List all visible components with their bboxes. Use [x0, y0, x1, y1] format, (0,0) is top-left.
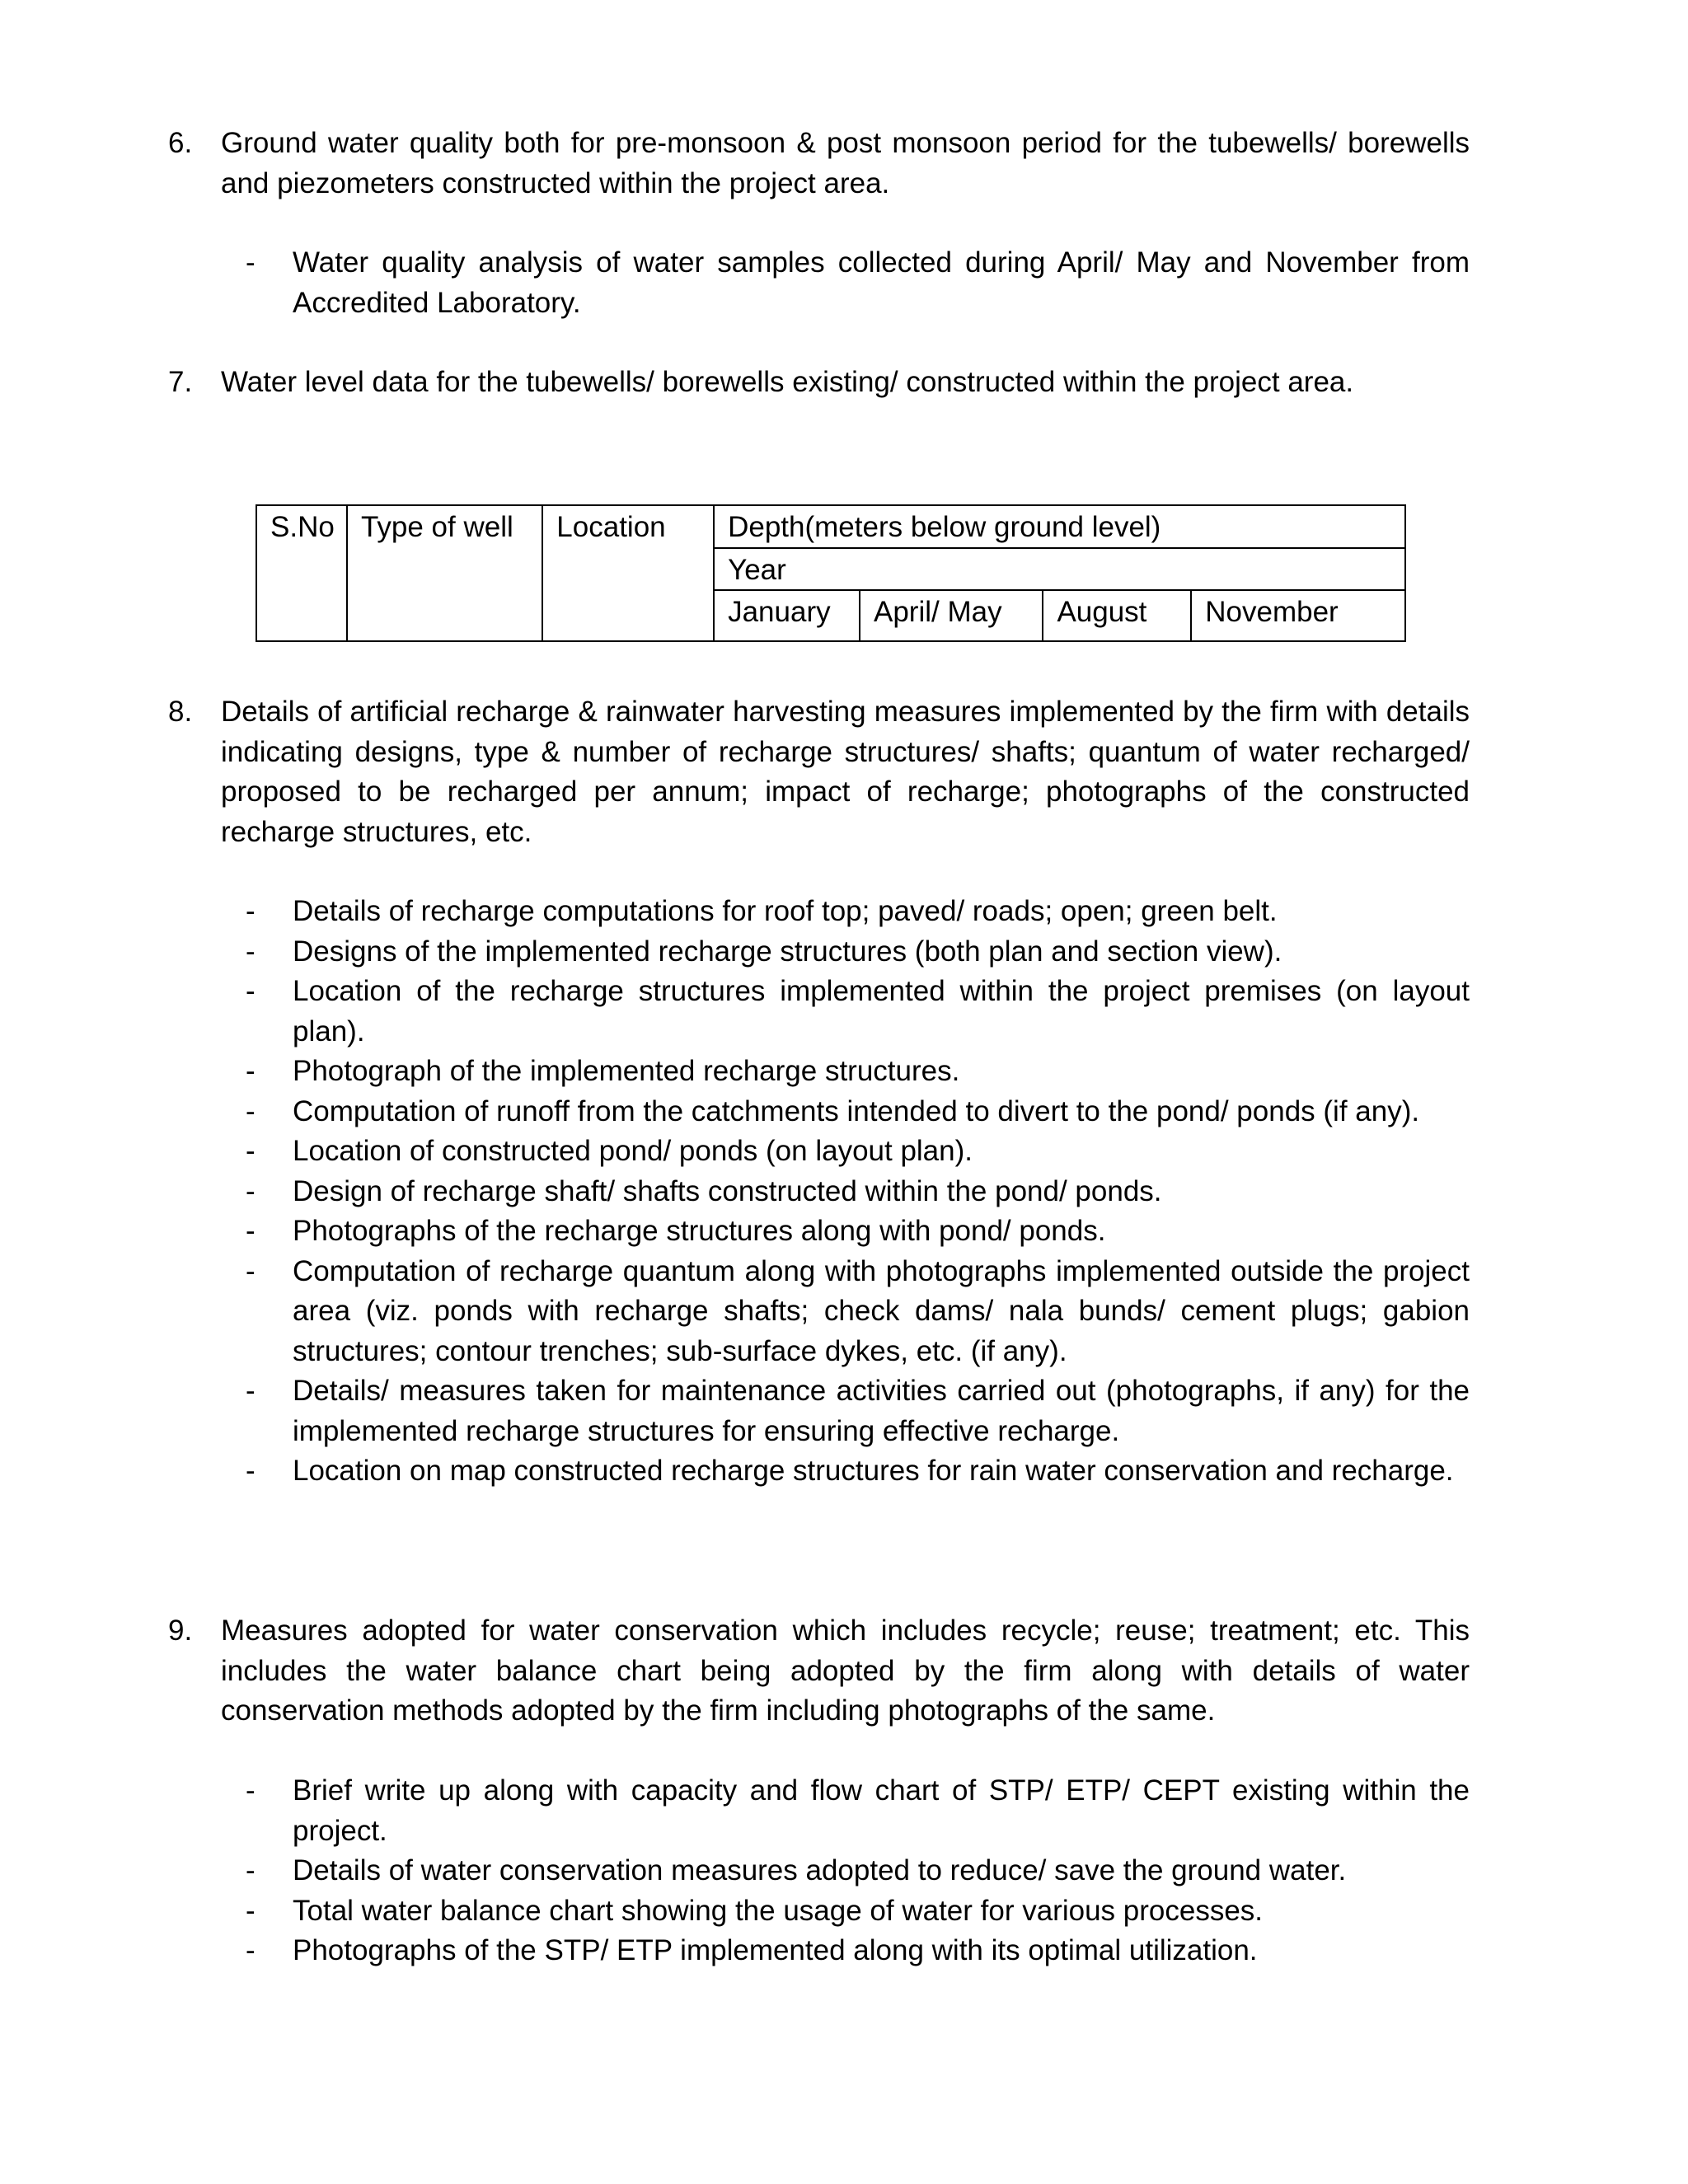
- bullet-item: - Photograph of the implemented recharge structures.: [246, 1055, 960, 1087]
- bullet-item: - Details of recharge computations for roof top; paved/ roads; open; green belt.: [246, 895, 1278, 927]
- bullet-item: - Brief write up along with capacity and flow chart of STP/ ETP/ CEPT existing within the project.: [246, 1774, 1470, 1847]
- bullet-item: - Total water balance chart showing the usage of water for various processes.: [246, 1894, 1264, 1927]
- item-text: Ground water quality both for pre-monsoon & post monsoon period for the tubewells/ borewells and piezometers constructed within the project area.: [221, 127, 1470, 199]
- item-number: 9.: [168, 1615, 193, 1647]
- header-year: Year: [714, 548, 1405, 590]
- bullet-item: - Location of the recharge structures implemented within the project premises (on layout plan).: [246, 975, 1470, 1047]
- header-sno: S.No: [256, 505, 347, 641]
- item-text: Measures adopted for water conservation which includes recycle; reuse; treatment; etc. This includes the water balance chart being adopted by the firm along with details of water conservation methods adopted by the firm including photographs of the same.: [221, 1615, 1470, 1727]
- water-level-table: [256, 504, 1406, 642]
- list-item-9: [168, 1611, 1470, 1732]
- header-month-january: January: [714, 590, 860, 641]
- bullet-list-8: [246, 892, 1470, 1492]
- list-item-6: [168, 124, 1470, 204]
- bullet-item: - Designs of the implemented recharge structures (both plan and section view).: [246, 935, 1282, 968]
- bullet-list-9: [246, 1771, 1470, 1971]
- list-item-7: [168, 363, 1470, 403]
- bullet-item: - Water quality analysis of water samples collected during April/ May and November from Accredited Laboratory.: [246, 246, 1470, 319]
- header-depth: Depth(meters below ground level): [714, 505, 1405, 548]
- bullet-item: - Location on map constructed recharge structures for rain water conservation and recharge.: [246, 1455, 1454, 1487]
- item-number: 8.: [168, 696, 193, 728]
- list-item-8: [168, 692, 1470, 852]
- bullet-item: - Computation of recharge quantum along with photographs implemented outside the project area (viz. ponds with recharge shafts; check dams/ nala bunds/ cement plugs; gabion structures; contour trenches; sub-surface dykes, etc. (if any).: [246, 1254, 1470, 1367]
- bullet-item: - Location of constructed pond/ ponds (on layout plan).: [246, 1135, 973, 1167]
- bullet-item: - Photographs of the STP/ ETP implemented along with its optimal utilization.: [246, 1934, 1258, 1966]
- bullet-item: - Photographs of the recharge structures along with pond/ ponds.: [246, 1215, 1106, 1247]
- item-number: 6.: [168, 127, 193, 159]
- bullet-list-6: [246, 243, 1470, 323]
- header-location: Location: [542, 505, 714, 641]
- bullet-item: - Details/ measures taken for maintenance activities carried out (photographs, if any) for the implemented recharge structures for ensuring effective recharge.: [246, 1375, 1470, 1447]
- item-number: 7.: [168, 366, 193, 398]
- header-month-april-may: April/ May: [860, 590, 1043, 641]
- header-type-of-well: Type of well: [347, 505, 542, 641]
- bullet-item: - Design of recharge shaft/ shafts constructed within the pond/ ponds.: [246, 1174, 1162, 1207]
- header-month-november: November: [1191, 590, 1405, 641]
- header-month-august: August: [1043, 590, 1191, 641]
- bullet-item: - Computation of runoff from the catchments intended to divert to the pond/ ponds (if any).: [246, 1094, 1420, 1127]
- item-text: Details of artificial recharge & rainwater harvesting measures implemented by the firm with details indicating designs, type & number of recharge structures/ shafts; quantum of water recharged/ proposed to be recharged per annum; impact of recharge; photographs of the constructed recharge structures, etc.: [221, 696, 1470, 848]
- item-text: Water level data for the tubewells/ borewells existing/ constructed within the project area.: [221, 366, 1354, 398]
- bullet-item: - Details of water conservation measures adopted to reduce/ save the ground water.: [246, 1854, 1347, 1886]
